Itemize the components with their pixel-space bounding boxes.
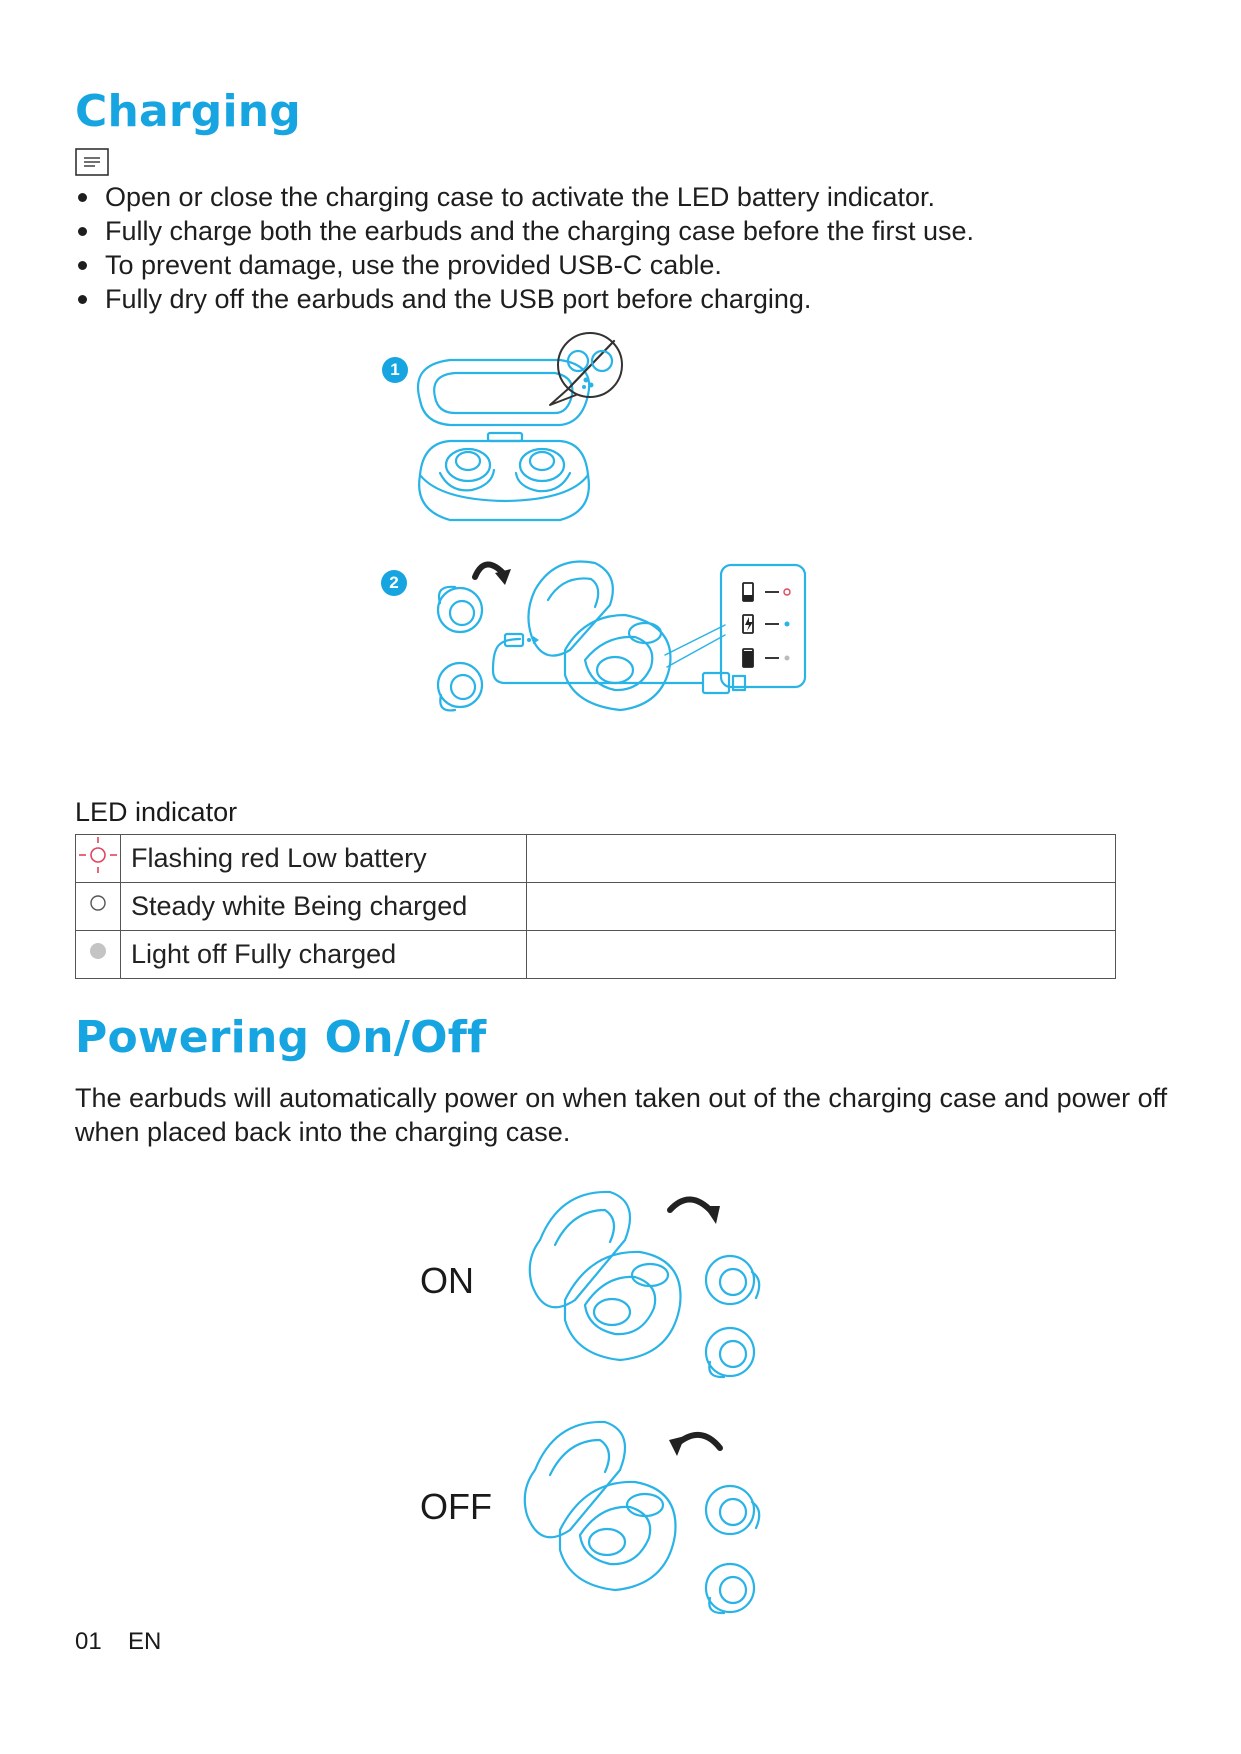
- charging-bullets: [75, 180, 974, 316]
- power-on-illustration: [520, 1180, 780, 1395]
- led-status-text: Flashing red Low battery: [121, 835, 527, 883]
- charge-case-illustration: [425, 555, 825, 775]
- step-2-badge: 2: [381, 570, 407, 596]
- bullet-item: Fully dry off the earbuds and the USB port before charging.: [75, 282, 974, 316]
- empty-cell: [527, 931, 1116, 979]
- charging-title: Charging: [75, 86, 302, 137]
- flashing-red-led-icon: [76, 835, 121, 883]
- powering-title: Powering On/Off: [75, 1012, 487, 1063]
- bullet-item: Fully charge both the earbuds and the charging case before the first use.: [75, 214, 974, 248]
- table-row: [76, 883, 1116, 931]
- led-indicator-title: LED indicator: [75, 797, 238, 827]
- steady-white-led-icon: [76, 883, 121, 931]
- led-status-text: Steady white Being charged: [121, 883, 527, 931]
- led-status-text: Light off Fully charged: [121, 931, 527, 979]
- led-table: [75, 834, 1116, 979]
- bullet-item: Open or close the charging case to activate the LED battery indicator.: [75, 180, 974, 214]
- off-label: OFF: [420, 1486, 492, 1527]
- powering-text: The earbuds will automatically power on when taken out of the charging case and power off when placed back into the charging case.: [75, 1083, 1168, 1147]
- language-code: EN: [128, 1628, 162, 1655]
- table-row: [76, 931, 1116, 979]
- bullet-item: To prevent damage, use the provided USB-C cable.: [75, 248, 974, 282]
- step-1-badge: 1: [382, 357, 408, 383]
- empty-cell: [527, 883, 1116, 931]
- light-off-led-icon: [76, 931, 121, 979]
- open-case-illustration: [410, 325, 635, 535]
- table-row: [76, 835, 1116, 883]
- power-off-illustration: [515, 1410, 780, 1635]
- on-label: ON: [420, 1260, 474, 1301]
- note-icon: [75, 148, 109, 176]
- page-number: 01: [75, 1628, 102, 1655]
- empty-cell: [527, 835, 1116, 883]
